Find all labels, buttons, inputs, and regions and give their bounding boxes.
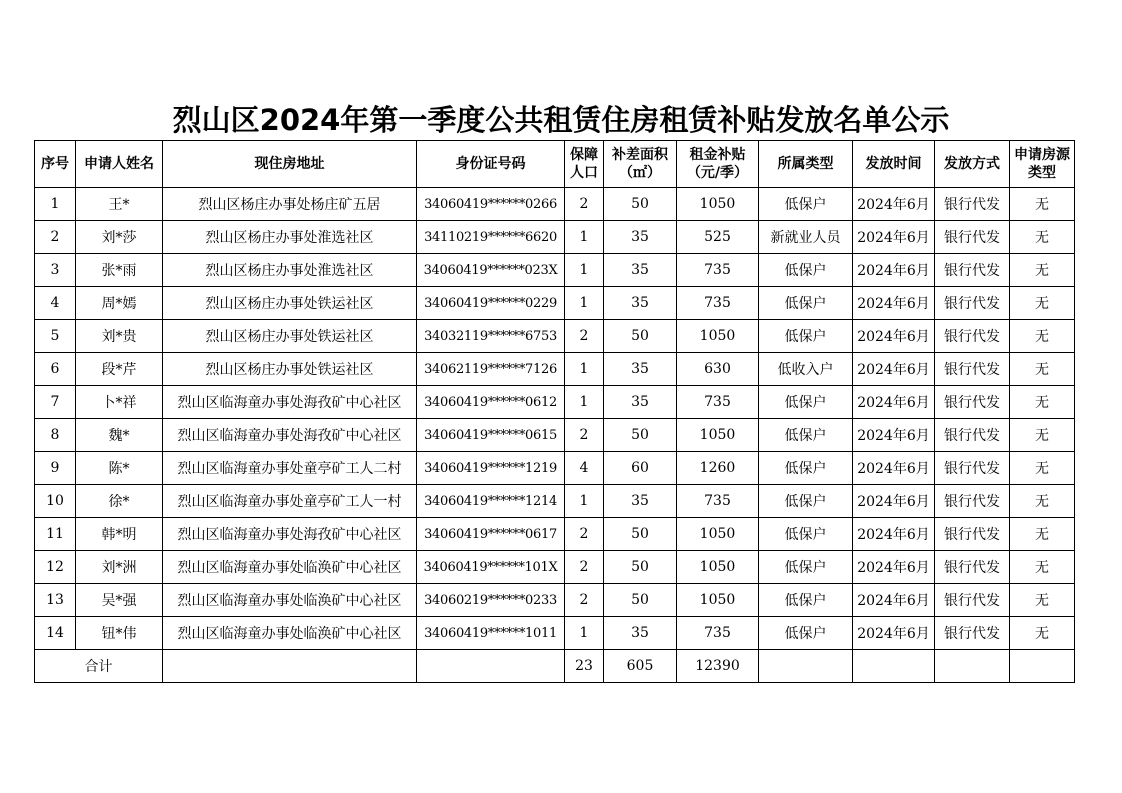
cell-method: 银行代发 <box>935 584 1010 617</box>
cell-address: 烈山区临海童办事处海孜矿中心社区 <box>163 419 417 452</box>
header-type: 所属类型 <box>759 141 853 188</box>
cell-area: 35 <box>604 287 677 320</box>
cell-type: 低保户 <box>759 452 853 485</box>
header-id: 身份证号码 <box>417 141 565 188</box>
cell-housing-type: 无 <box>1010 584 1075 617</box>
table-row <box>35 551 1075 584</box>
table-row <box>35 188 1075 221</box>
total-subsidy: 12390 <box>677 650 759 683</box>
cell-people: 1 <box>565 221 604 254</box>
cell-area: 35 <box>604 617 677 650</box>
table-row <box>35 485 1075 518</box>
cell-seq: 9 <box>35 452 76 485</box>
cell-id-number: 34060419******1219 <box>417 452 565 485</box>
cell-housing-type: 无 <box>1010 221 1075 254</box>
cell-method: 银行代发 <box>935 485 1010 518</box>
total-row <box>35 650 1075 683</box>
cell-name: 吴*强 <box>76 584 163 617</box>
cell-id-number: 34110219******6620 <box>417 221 565 254</box>
cell-type: 低保户 <box>759 287 853 320</box>
header-people: 保障人口 <box>565 141 604 188</box>
cell-subsidy: 735 <box>677 485 759 518</box>
cell-name: 钮*伟 <box>76 617 163 650</box>
cell-subsidy: 1050 <box>677 188 759 221</box>
cell-subsidy: 525 <box>677 221 759 254</box>
cell-area: 35 <box>604 386 677 419</box>
cell-type: 低保户 <box>759 617 853 650</box>
cell-people: 1 <box>565 386 604 419</box>
header-method: 发放方式 <box>935 141 1010 188</box>
page-title: 烈山区2024年第一季度公共租赁住房租赁补贴发放名单公示 <box>172 103 950 137</box>
cell-people: 4 <box>565 452 604 485</box>
cell-subsidy: 735 <box>677 287 759 320</box>
table-row <box>35 518 1075 551</box>
table-row <box>35 584 1075 617</box>
cell-people: 2 <box>565 518 604 551</box>
table-row <box>35 287 1075 320</box>
cell-date: 2024年6月 <box>853 386 935 419</box>
table-row <box>35 617 1075 650</box>
cell-type: 低保户 <box>759 254 853 287</box>
cell-method: 银行代发 <box>935 320 1010 353</box>
cell-name: 周*嫣 <box>76 287 163 320</box>
cell-name: 段*芹 <box>76 353 163 386</box>
cell-date: 2024年6月 <box>853 617 935 650</box>
cell-housing-type: 无 <box>1010 419 1075 452</box>
cell-address: 烈山区临海童办事处童亭矿工人一村 <box>163 485 417 518</box>
total-people: 23 <box>565 650 604 683</box>
cell-date: 2024年6月 <box>853 485 935 518</box>
cell-seq: 7 <box>35 386 76 419</box>
cell-name: 韩*明 <box>76 518 163 551</box>
cell-type: 低保户 <box>759 386 853 419</box>
cell-id-number: 34060419******0229 <box>417 287 565 320</box>
cell-housing-type: 无 <box>1010 386 1075 419</box>
cell-housing-type: 无 <box>1010 320 1075 353</box>
cell-name: 张*雨 <box>76 254 163 287</box>
cell-method: 银行代发 <box>935 353 1010 386</box>
cell-area: 50 <box>604 584 677 617</box>
cell-type: 低保户 <box>759 584 853 617</box>
cell-address: 烈山区临海童办事处童亭矿工人二村 <box>163 452 417 485</box>
cell-id-number: 34060419******0617 <box>417 518 565 551</box>
cell-seq: 8 <box>35 419 76 452</box>
cell-date: 2024年6月 <box>853 254 935 287</box>
header-seq: 序号 <box>35 141 76 188</box>
cell-subsidy: 1050 <box>677 551 759 584</box>
cell-area: 35 <box>604 221 677 254</box>
cell-housing-type: 无 <box>1010 617 1075 650</box>
cell-method: 银行代发 <box>935 221 1010 254</box>
cell-name: 陈* <box>76 452 163 485</box>
cell-id-number: 34060419******0615 <box>417 419 565 452</box>
cell-id-number: 34062119******7126 <box>417 353 565 386</box>
cell-area: 50 <box>604 518 677 551</box>
cell-area: 50 <box>604 551 677 584</box>
cell-subsidy: 1260 <box>677 452 759 485</box>
cell-method: 银行代发 <box>935 551 1010 584</box>
cell-id-number: 34060419******0612 <box>417 386 565 419</box>
cell-address: 烈山区杨庄办事处淮选社区 <box>163 254 417 287</box>
cell-method: 银行代发 <box>935 188 1010 221</box>
table-row <box>35 353 1075 386</box>
cell-date: 2024年6月 <box>853 287 935 320</box>
cell-date: 2024年6月 <box>853 188 935 221</box>
cell-area: 50 <box>604 419 677 452</box>
cell-area: 60 <box>604 452 677 485</box>
header-name: 申请人姓名 <box>76 141 163 188</box>
table-row <box>35 254 1075 287</box>
cell-seq: 1 <box>35 188 76 221</box>
cell-area: 35 <box>604 254 677 287</box>
total-area: 605 <box>604 650 677 683</box>
cell-date: 2024年6月 <box>853 353 935 386</box>
cell-method: 银行代发 <box>935 287 1010 320</box>
cell-area: 35 <box>604 353 677 386</box>
header-subsidy: 租金补贴（元/季） <box>677 141 759 188</box>
cell-people: 2 <box>565 551 604 584</box>
table-row <box>35 452 1075 485</box>
cell-housing-type: 无 <box>1010 518 1075 551</box>
cell-method: 银行代发 <box>935 617 1010 650</box>
cell-area: 35 <box>604 485 677 518</box>
cell-date: 2024年6月 <box>853 584 935 617</box>
cell-people: 1 <box>565 287 604 320</box>
cell-people: 1 <box>565 254 604 287</box>
cell-housing-type: 无 <box>1010 254 1075 287</box>
cell-subsidy: 630 <box>677 353 759 386</box>
cell-housing-type: 无 <box>1010 551 1075 584</box>
cell-method: 银行代发 <box>935 452 1010 485</box>
cell-date: 2024年6月 <box>853 452 935 485</box>
cell-address: 烈山区杨庄办事处铁运社区 <box>163 320 417 353</box>
cell-area: 50 <box>604 320 677 353</box>
cell-address: 烈山区杨庄办事处铁运社区 <box>163 287 417 320</box>
cell-method: 银行代发 <box>935 518 1010 551</box>
cell-subsidy: 735 <box>677 254 759 287</box>
cell-type: 低保户 <box>759 188 853 221</box>
cell-name: 刘*贵 <box>76 320 163 353</box>
cell-type: 低保户 <box>759 485 853 518</box>
cell-housing-type: 无 <box>1010 452 1075 485</box>
cell-name: 刘*莎 <box>76 221 163 254</box>
total-cell <box>417 650 565 683</box>
total-cell <box>935 650 1010 683</box>
cell-type: 低保户 <box>759 518 853 551</box>
cell-date: 2024年6月 <box>853 551 935 584</box>
cell-id-number: 34060419******101X <box>417 551 565 584</box>
cell-type: 低保户 <box>759 320 853 353</box>
table-row <box>35 386 1075 419</box>
cell-type: 低收入户 <box>759 353 853 386</box>
total-cell <box>853 650 935 683</box>
cell-id-number: 34060419******1011 <box>417 617 565 650</box>
cell-address: 烈山区临海童办事处海孜矿中心社区 <box>163 386 417 419</box>
cell-housing-type: 无 <box>1010 188 1075 221</box>
cell-address: 烈山区杨庄办事处杨庄矿五居 <box>163 188 417 221</box>
cell-type: 新就业人员 <box>759 221 853 254</box>
cell-address: 烈山区临海童办事处临涣矿中心社区 <box>163 551 417 584</box>
cell-method: 银行代发 <box>935 254 1010 287</box>
cell-people: 2 <box>565 188 604 221</box>
cell-date: 2024年6月 <box>853 221 935 254</box>
cell-subsidy: 1050 <box>677 320 759 353</box>
cell-address: 烈山区临海童办事处临涣矿中心社区 <box>163 617 417 650</box>
cell-date: 2024年6月 <box>853 518 935 551</box>
header-date: 发放时间 <box>853 141 935 188</box>
cell-name: 卜*祥 <box>76 386 163 419</box>
cell-people: 2 <box>565 320 604 353</box>
table-row <box>35 419 1075 452</box>
cell-seq: 11 <box>35 518 76 551</box>
cell-seq: 2 <box>35 221 76 254</box>
cell-subsidy: 1050 <box>677 419 759 452</box>
cell-area: 50 <box>604 188 677 221</box>
cell-seq: 14 <box>35 617 76 650</box>
subsidy-table <box>34 140 1075 683</box>
cell-type: 低保户 <box>759 419 853 452</box>
cell-seq: 13 <box>35 584 76 617</box>
cell-seq: 10 <box>35 485 76 518</box>
cell-seq: 6 <box>35 353 76 386</box>
cell-id-number: 34060219******0233 <box>417 584 565 617</box>
cell-seq: 12 <box>35 551 76 584</box>
cell-people: 1 <box>565 353 604 386</box>
cell-subsidy: 1050 <box>677 584 759 617</box>
cell-people: 2 <box>565 584 604 617</box>
header-address: 现住房地址 <box>163 141 417 188</box>
cell-address: 烈山区临海童办事处临涣矿中心社区 <box>163 584 417 617</box>
cell-address: 烈山区杨庄办事处淮选社区 <box>163 221 417 254</box>
cell-people: 1 <box>565 485 604 518</box>
cell-name: 魏* <box>76 419 163 452</box>
cell-housing-type: 无 <box>1010 485 1075 518</box>
cell-id-number: 34060419******0266 <box>417 188 565 221</box>
cell-type: 低保户 <box>759 551 853 584</box>
cell-subsidy: 735 <box>677 386 759 419</box>
table-row <box>35 320 1075 353</box>
cell-seq: 5 <box>35 320 76 353</box>
cell-method: 银行代发 <box>935 419 1010 452</box>
total-label: 合计 <box>35 650 163 683</box>
cell-id-number: 34032119******6753 <box>417 320 565 353</box>
cell-method: 银行代发 <box>935 386 1010 419</box>
cell-subsidy: 735 <box>677 617 759 650</box>
cell-people: 1 <box>565 617 604 650</box>
cell-date: 2024年6月 <box>853 419 935 452</box>
cell-housing-type: 无 <box>1010 353 1075 386</box>
table-row <box>35 221 1075 254</box>
total-cell <box>1010 650 1075 683</box>
total-cell <box>759 650 853 683</box>
total-cell <box>163 650 417 683</box>
cell-name: 刘*洲 <box>76 551 163 584</box>
cell-address: 烈山区杨庄办事处铁运社区 <box>163 353 417 386</box>
cell-id-number: 34060419******1214 <box>417 485 565 518</box>
cell-subsidy: 1050 <box>677 518 759 551</box>
header-area: 补差面积（㎡） <box>604 141 677 188</box>
cell-name: 王* <box>76 188 163 221</box>
cell-name: 徐* <box>76 485 163 518</box>
cell-address: 烈山区临海童办事处海孜矿中心社区 <box>163 518 417 551</box>
cell-seq: 4 <box>35 287 76 320</box>
cell-date: 2024年6月 <box>853 320 935 353</box>
cell-id-number: 34060419******023X <box>417 254 565 287</box>
header-row <box>35 141 1075 188</box>
header-housing-type: 申请房源类型 <box>1010 141 1075 188</box>
cell-seq: 3 <box>35 254 76 287</box>
cell-housing-type: 无 <box>1010 287 1075 320</box>
cell-people: 2 <box>565 419 604 452</box>
